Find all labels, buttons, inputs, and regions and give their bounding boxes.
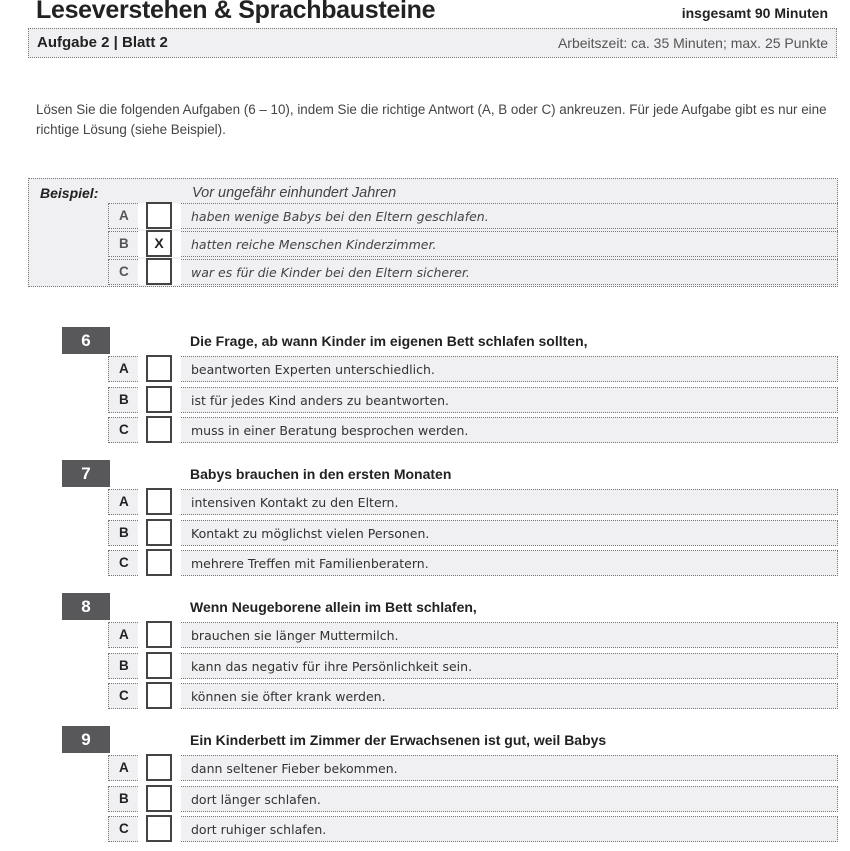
answer-checkbox[interactable] [146,549,172,576]
option-text: brauchen sie länger Muttermilch. [191,628,399,643]
example-option-a [108,203,838,229]
question-stem: Babys brauchen in den ersten Monaten [190,466,452,482]
answer-option-b[interactable] [108,653,838,679]
answer-option-a[interactable] [108,489,838,515]
option-letter: C [119,422,129,437]
option-letter: C [119,821,129,836]
option-letter: C [119,264,129,279]
example-option-c [108,259,838,285]
option-text: dort ruhiger schlafen. [191,822,327,837]
answer-option-c[interactable] [108,816,838,842]
question-number-badge: 7 [62,460,110,487]
task-header-bar [28,28,837,58]
answer-option-a[interactable] [108,356,838,382]
answer-checkbox[interactable] [146,416,172,443]
option-letter: C [119,688,129,703]
work-time: Arbeitszeit: ca. 35 Minuten; max. 25 Punkte [557,35,828,51]
example-option-b [108,231,838,257]
answer-option-c[interactable] [108,417,838,443]
option-text: mehrere Treffen mit Familienberatern. [191,556,429,571]
answer-option-c[interactable] [108,550,838,576]
answer-checkbox [146,258,172,285]
answer-option-b[interactable] [108,786,838,812]
answer-checkbox[interactable] [146,519,172,546]
answer-checkbox[interactable] [146,488,172,515]
option-letter: A [119,494,129,509]
option-text: dort länger schlafen. [191,792,321,807]
answer-option-a[interactable] [108,622,838,648]
answer-checkbox[interactable] [146,355,172,382]
option-letter: B [119,236,129,251]
option-text: kann das negativ für ihre Persönlichkeit sein. [191,659,473,674]
option-letter: A [119,361,129,376]
task-label: Aufgabe 2 | Blatt 2 [37,34,168,51]
answer-checkbox[interactable] [146,621,172,648]
option-text: beantworten Experten unterschiedlich. [191,362,435,377]
option-letter: A [119,208,129,223]
option-letter: B [119,392,129,407]
question-stem: Wenn Neugeborene allein im Bett schlafen, [190,599,477,615]
example-label: Beispiel: [40,185,99,201]
answer-option-a[interactable] [108,755,838,781]
question-number-badge: 9 [62,726,110,753]
option-text: haben wenige Babys bei den Eltern geschlafen. [191,209,489,224]
question-stem: Die Frage, ab wann Kinder im eigenen Bett schlafen sollten, [190,333,588,349]
answer-checkbox[interactable] [146,785,172,812]
option-text: können sie öfter krank werden. [191,689,386,704]
answer-checkbox: X [146,230,172,257]
option-letter: B [119,658,129,673]
total-time: insgesamt 90 Minuten [681,5,828,21]
answer-checkbox[interactable] [146,386,172,413]
answer-checkbox[interactable] [146,652,172,679]
answer-checkbox[interactable] [146,815,172,842]
answer-checkbox[interactable] [146,682,172,709]
option-text: ist für jedes Kind anders zu beantworten. [191,393,449,408]
page-title: Leseverstehen & Sprachbausteine [36,0,436,24]
answer-option-b[interactable] [108,387,838,413]
option-letter: B [119,791,129,806]
option-letter: A [119,627,129,642]
answer-option-c[interactable] [108,683,838,709]
answer-checkbox [146,202,172,229]
option-text: war es für die Kinder bei den Eltern sicherer. [191,265,470,280]
answer-checkbox[interactable] [146,754,172,781]
option-letter: A [119,760,129,775]
option-text: Kontakt zu möglichst vielen Personen. [191,526,430,541]
option-letter: C [119,555,129,570]
option-text: dann seltener Fieber bekommen. [191,761,398,776]
option-text: intensiven Kontakt zu den Eltern. [191,495,399,510]
question-stem: Ein Kinderbett im Zimmer der Erwachsenen ist gut, weil Babys [190,732,607,748]
example-stem: Vor ungefähr einhundert Jahren [192,185,397,201]
instructions: Lösen Sie die folgenden Aufgaben (6 – 10), indem Sie die richtige Antwort (A, B oder C) ankreuzen. Für jede Aufgabe gibt es nur eine richtige Lösung (siehe Beispiel). [36,102,827,137]
question-number-badge: 6 [62,327,110,354]
option-letter: B [119,525,129,540]
question-number-badge: 8 [62,593,110,620]
option-text: muss in einer Beratung besprochen werden. [191,423,469,438]
option-text: hatten reiche Menschen Kinderzimmer. [191,237,437,252]
answer-option-b[interactable] [108,520,838,546]
